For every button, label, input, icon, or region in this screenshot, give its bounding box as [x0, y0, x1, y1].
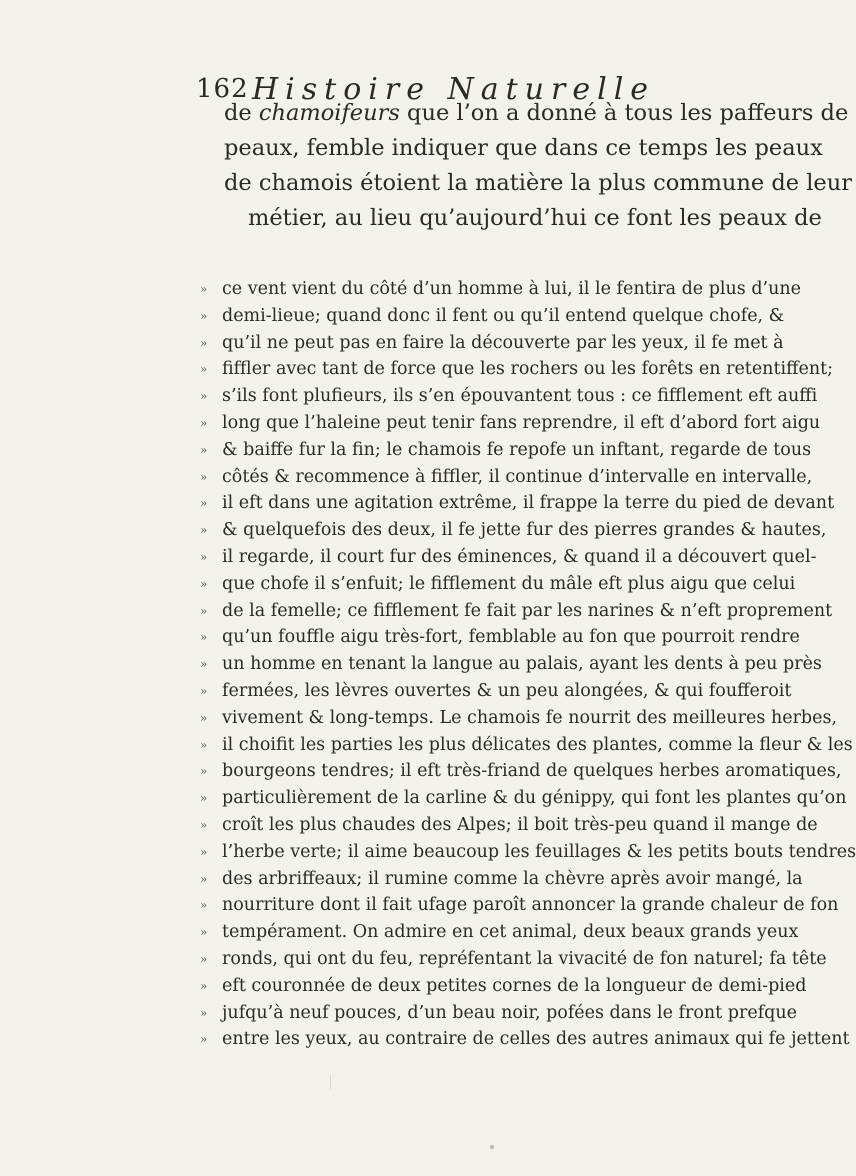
quote-mark: » [200, 898, 208, 913]
running-title: Histoire Naturelle [252, 72, 656, 107]
quote-line [200, 678, 792, 705]
quote-line-text: qu’un fouffle aigu très-fort, femblable au fon que pourroit rendre [222, 627, 800, 648]
intro-line-3: de chamois étoient la matière la plus commune de leur [224, 170, 852, 196]
quote-line-text: il choifit les parties les plus délicates des plantes, comme la fleur & les [222, 734, 853, 755]
quote-line-text: qu’il ne peut pas en faire la découverte par les yeux, il fe met à [222, 332, 784, 353]
quote-mark: » [200, 764, 208, 779]
quote-line-text: il regarde, il court fur des éminences, & quand il a découvert quel- [222, 546, 817, 567]
page-speck [490, 1145, 494, 1149]
quote-mark: » [200, 603, 208, 618]
quote-mark: » [200, 871, 208, 886]
intro-line-1 [224, 96, 849, 131]
quote-line [200, 276, 801, 303]
quote-mark: » [200, 630, 208, 645]
quote-line [200, 1000, 797, 1027]
quote-line [200, 732, 853, 759]
quote-line [200, 571, 796, 598]
quote-line-text: bourgeons tendres; il eft très-friand de quelques herbes aromatiques, [222, 761, 842, 782]
quote-line-text: fermées, les lèvres ouvertes & un peu alongées, & qui foufferoit [222, 680, 792, 701]
quote-line [200, 651, 822, 678]
quote-mark: » [200, 925, 208, 940]
quote-line-text: l’herbe verte; il aime beaucoup les feuillages & les petits bouts tendres [222, 841, 856, 862]
quote-line-text: tempérament. On admire en cet animal, deux beaux grands yeux [222, 922, 799, 943]
quote-line [200, 624, 800, 651]
quote-line [200, 303, 785, 330]
quote-line [200, 437, 812, 464]
quote-line-text: côtés & recommence à fiffler, il continue d’intervalle en intervalle, [222, 466, 813, 487]
quote-line-text: long que l’haleine peut tenir fans reprendre, il eft d’abord fort aigu [222, 412, 821, 433]
quote-line [200, 866, 803, 893]
quote-line-text: ronds, qui ont du feu, repréfentant la vivacité de fon naturel; fa tête [222, 948, 827, 969]
quote-line-text: un homme en tenant la langue au palais, ayant les dents à peu près [222, 654, 822, 675]
quote-line-text: particulièrement de la carline & du génippy, qui font les plantes qu’on [222, 788, 847, 809]
quote-line-text: eft couronnée de deux petites cornes de la longueur de demi-pied [222, 975, 807, 996]
intro-line-1-post: que l’on a donné à tous les paffeurs de [399, 100, 849, 126]
quote-mark: » [200, 308, 208, 323]
quoted-passage [200, 276, 856, 1053]
quote-mark: » [200, 817, 208, 832]
quote-line [200, 410, 821, 437]
quote-mark: » [200, 1005, 208, 1020]
quote-line [200, 383, 818, 410]
quote-line [200, 919, 799, 946]
quote-mark: » [200, 791, 208, 806]
quote-line-text: que chofe il s’enfuit; le fifflement du mâle eft plus aigu que celui [222, 573, 796, 594]
quote-line-text: & baiffe fur la fin; le chamois fe repofe un inftant, regarde de tous [222, 439, 812, 460]
quote-mark: » [200, 683, 208, 698]
quote-line-text: entre les yeux, au contraire de celles des autres animaux qui fe jettent [222, 1029, 850, 1050]
page-number: 162 [196, 74, 249, 104]
quote-mark: » [200, 737, 208, 752]
quote-line-text: de la femelle; ce fifflement fe fait par les narines & n’eft proprement [222, 600, 833, 621]
quote-line [200, 973, 807, 1000]
quote-mark: » [200, 951, 208, 966]
quote-line [200, 946, 827, 973]
quote-line [200, 758, 842, 785]
quote-line [200, 598, 833, 625]
quote-line [200, 812, 818, 839]
quote-line-text: fiffler avec tant de force que les rochers ou les forêts en retentiffent; [222, 359, 834, 380]
quote-line [200, 356, 834, 383]
intro-line-1-emph: chamoifeurs [258, 100, 400, 126]
quote-mark: » [200, 523, 208, 538]
quote-mark: » [200, 362, 208, 377]
intro-line-2: peaux, femble indiquer que dans ce temps les peaux [224, 135, 823, 161]
quote-line-text: demi-lieue; quand donc il fent ou qu’il entend quelque chofe, & [222, 305, 785, 326]
quote-line [200, 1026, 850, 1053]
quote-mark: » [200, 282, 208, 296]
quote-mark: » [200, 1032, 208, 1047]
quote-mark: » [200, 335, 208, 350]
quote-line-text: vivement & long-temps. Le chamois fe nourrit des meilleures herbes, [222, 707, 838, 728]
quote-line-text: il eft dans une agitation extrême, il frappe la terre du pied de devant [222, 493, 835, 514]
quote-mark: » [200, 710, 208, 725]
quote-mark: » [200, 389, 208, 404]
quote-line-text: jufqu’à neuf pouces, d’un beau noir, pofées dans le front prefque [222, 1002, 797, 1023]
quote-mark: » [200, 657, 208, 672]
quote-mark: » [200, 415, 208, 430]
quote-mark: » [200, 576, 208, 591]
quote-line [200, 330, 784, 357]
quote-mark: » [200, 844, 208, 859]
quote-mark: » [200, 496, 208, 511]
quote-line-text: des arbriffeaux; il rumine comme la chèvre après avoir mangé, la [222, 868, 803, 889]
quote-line-text: croît les plus chaudes des Alpes; il boit très-peu quand il mange de [222, 814, 818, 835]
quote-mark: » [200, 442, 208, 457]
quote-line [200, 517, 827, 544]
quote-mark: » [200, 549, 208, 564]
quote-line [200, 544, 817, 571]
quote-line-text: nourriture dont il fait ufage paroît annoncer la grande chaleur de fon [222, 895, 839, 916]
quote-line [200, 705, 838, 732]
quote-line [200, 464, 813, 491]
quote-line-text: & quelquefois des deux, il fe jette fur des pierres grandes & hautes, [222, 520, 827, 541]
intro-line-1-pre: de [224, 100, 259, 126]
quote-line [200, 785, 847, 812]
intro-line-4: métier, au lieu qu’aujourd’hui ce font les peaux de [248, 205, 822, 231]
quote-line [200, 892, 839, 919]
quote-line-text: s’ils font plufieurs, ils s’en épouvantent tous : ce fifflement eft auffi [222, 386, 818, 407]
quote-line [200, 839, 856, 866]
quote-line-text: ce vent vient du côté d’un homme à lui, il le fentira de plus d’une [222, 279, 801, 299]
quote-mark: » [200, 978, 208, 993]
intro-paragraph [224, 96, 852, 236]
quote-line [200, 490, 835, 517]
page-crease [330, 1075, 334, 1089]
quote-mark: » [200, 469, 208, 484]
